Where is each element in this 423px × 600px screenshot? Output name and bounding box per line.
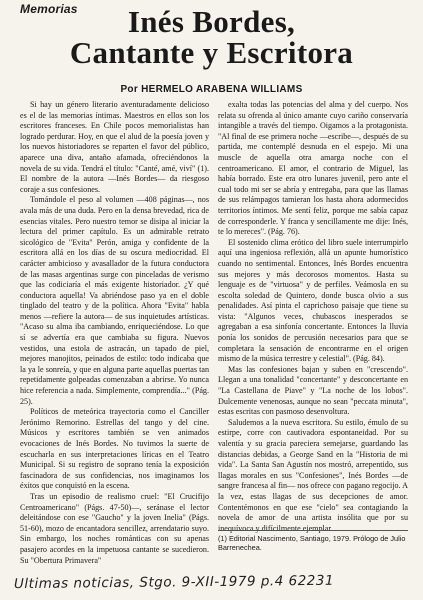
right-column [218,100,408,534]
handwritten-source-note: Ultimas noticias, Stgo. 9-XII-1979 p.4 62231 [13,572,335,593]
left-column [20,100,209,566]
footnote-divider [218,530,408,531]
footnote: (1) Editorial Nascimento, Santiago, 1979. Prólogo de Julio Barrenechea. [218,534,406,552]
article-title [0,6,423,68]
paragraph: Mas las confesiones bajan y suben en "crescendo". Llegan a una tonalidad "concertante" y desconcertante en "La Castellana de Piave" y "La noche de los lobos". Dulcemente venenosas, aunque no sean "peccata minuta", estas escritas con pasmoso desenvoltura. [218,364,408,417]
title-line-2: Cantante y Escritora [69,35,354,70]
section-label: Memorias [20,2,78,16]
paragraph: El sostenido clima erótico del libro suele interrumpirlo aquí una ingeniosa reflexión, allá un apunte humorístico cuando no sentimental. Entonces, Inés Bordes encuentra sus mejores y más decorosos momentos. Hasta su lenguaje es de "virtuosa" y de perfiles. Veámosla en su escolta soledad de Quintero, donde busca olvio a sus penalidades. Así pinta el caprichoso paisaje que tiene su vista: "Algunos veces, chubascos inesperados se agregaban a esa sinfonía concertante. Entonces la lluvia ponía los sonidos de percusión necesarios para que se completara la sensación de encontrarme en el origen mismo de la música terrestre y celestial". (Pág. 84). [218,237,408,364]
paragraph: Políticos de meteórica trayectoria como el Canciller Jerónimo Remorino. Estrellas del tango y del cine. Músicos y escritores también se ven animados evocaciones de Inés Bordes. No tuvimos la suerte de escucharla en sus interpretaciones líricas en el Teatro Municipal. Si su registro de soprano tenía la exposición fascinadora de sus confidencias, nos imaginamos los éxitos que conquistó en la escena. [20,407,209,491]
byline: Por HERMELO ARABENA WILLIAMS [120,84,303,95]
paragraph: exalta todas las potencias del alma y del cuerpo. Nos relata su ofrenda al único amante cuyo cariño conservaría intangible a través del tiempo. Oigamos a la protagonista. "Al final de ese primera noche —escribe—, después de su partida, me contemplé desnuda en el espejo. Mi una muscle de aquella otra amarga noche con el centroamericano. El amor, el contrario de Miguel, las había borrado. Este era otro lunares juvenil, pero ante el cual todo mi ser se abría y entregaba, para que las llamas de sus relámpagos tamieran los hasta ahora adormecidos territorios íntimos. Me sentí feliz, porque me sabía capaz de corresponderle. Y franca y sencillamente me dije: Inés, te lo mereces". (Pág. 76). [218,100,408,237]
paragraph: Si hay un género literario aventuradamente delicioso es el de las memorias íntimas. Maestros en ellos son los escritores franceses. En Chile pocos memorialistas han logrado perdurar. Hoy, en que el alud de la poesía joven y los nuevos historiadores se reparten el favor del público, aparece una diva, antaño afamada, ofreciéndonos la novela de su vida. Tendrá el título: "Canté, amé, viví" (1). El nombre de la autora —Inés Bordes— da riesgoso coraje a sus confesiones. [20,100,209,194]
paragraph: Saludemos a la nueva escritora. Su estilo, émulo de su estirpe, corre con cautivadora espontaneidad. Por su valentía y su gracia pareciera semejarse, guardando las distancias debidas, a George Sand en la "Historia de mi vida". La Santa San Agustín nos mostró, arrepentido, sus llagas morales en sus "Confesiones", Inés Bordes —de sangre francesa al fin— nos ofrece con pagano regocijo. A la vez, estas llagas de sus decepciones de amor. Contentémonos en que ese "cielo" sea contagiando la novela de amor de una artista insólita que por su inequívoca y difícilmente ejemplar. [218,417,408,533]
title-line-1: Inés Bordes, [127,4,296,39]
paragraph: Tomándole el peso al volumen —408 páginas—, nos avala más de una duda. Pero en la densa brevedad, rica de esencias vitales. Pero nuestro temor se disipa al iniciar la lectura del primer capítulo. Es un admirable retrato sicológico de "Evita" Perón, amiga y confidente de la escritora allá en los días de su oscura mediocridad. El carácter ambicioso y avasallador de la futura conductora de las masas argentinas surge con pinceladas de verismo que las codiciaría el más exigente historiador. ¿Y qué conductora aquella! Va abriéndose paso ya en el doble tinglado del teatro y de la política. Ahora "Evita" habla menos —refiere la autora— de sus inquietudes artísticas. "Acaso su alma iba cambiando, enriqueciéndose. Lo que sí se advertía era que cambiaba su figura. Nuevos vestidos, una estola de astracán, un tapado de piel, mejores manojitos, peinados de estilo: todo indicaba que la ya le sonreía, y que en alguna parte aquellas puertas tan repetidamente golpeadas comenzaban a abrirse. Yo nunca hice referencia a nada. Simplemente, comprendía..." (Pág. 25). [20,195,209,406]
paragraph: Tras un episodio de realismo cruel: "El Crucifijo Centroamericano" (Págs. 47-50)—, seránase el lector deleitándose con ese "Gaucho" y la joven Inelia" (Págs. 51-60), mozo de encantadora sencillez, arrendatario suyo. Sin embargo, los noches románticas con su apenas pasajero acordes en la impetuosa cantante se sucedieron. Su "Obertura Primavera" [20,491,209,565]
